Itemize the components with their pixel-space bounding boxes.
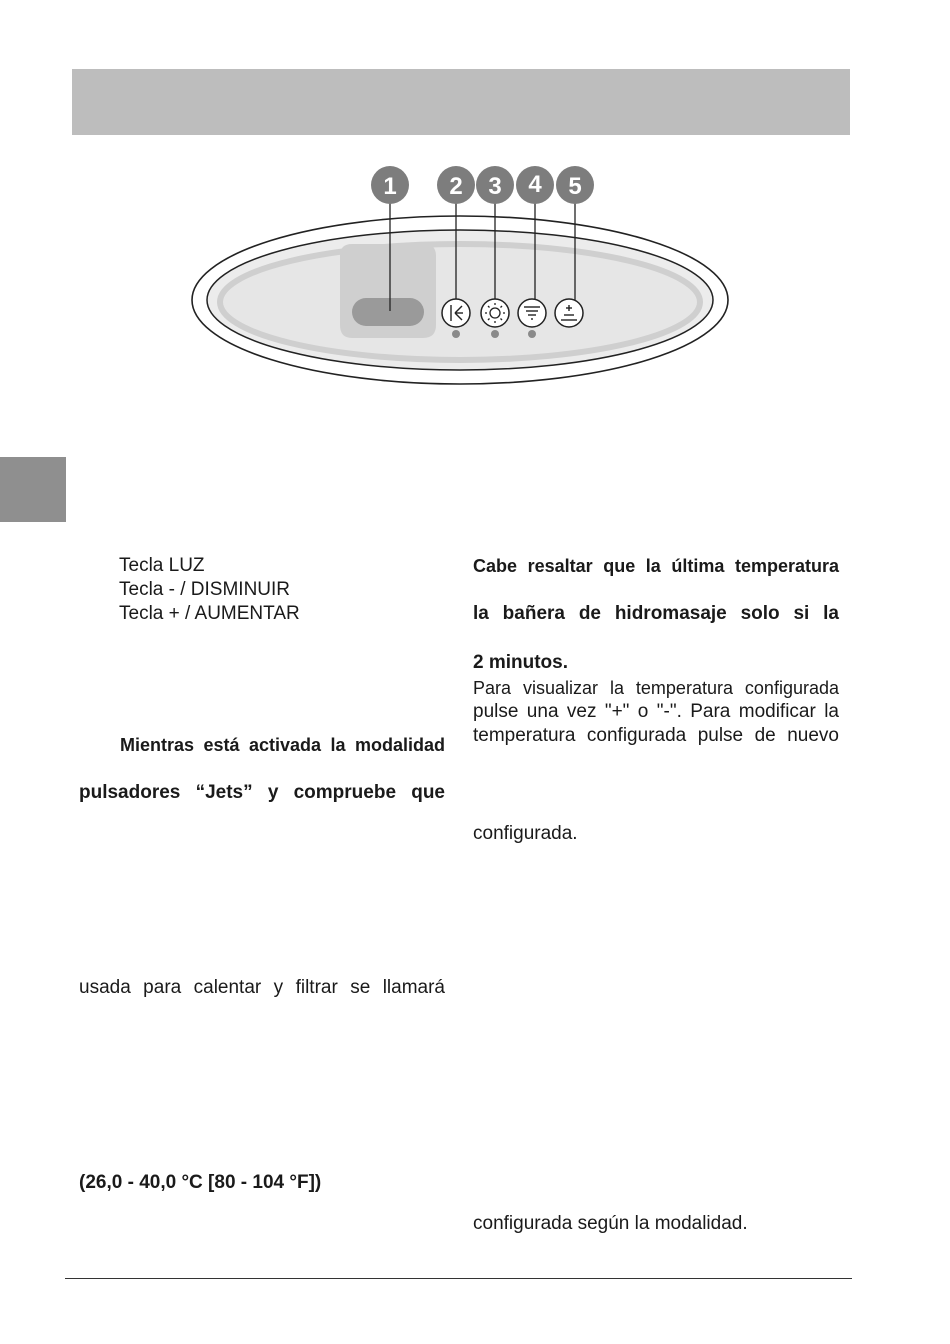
indicator-led: [528, 330, 536, 338]
callout-2: 2: [449, 173, 463, 200]
control-panel-diagram: [0, 150, 950, 400]
right-line-3: 2 minutos.: [473, 652, 569, 673]
right-line-4: Para visualizar la temperatura configurada: [473, 678, 839, 698]
footer-rule: [65, 1278, 852, 1279]
left-para-3: usada para calentar y filtrar se llamará: [79, 977, 445, 998]
key-light-label: Tecla LUZ: [119, 555, 205, 576]
callout-5: 5: [568, 173, 582, 200]
right-line-6: temperatura configurada pulse de nuevo: [473, 725, 839, 746]
right-line-2: la bañera de hidromasaje solo si la: [473, 603, 839, 624]
indicator-led: [452, 330, 460, 338]
right-line-5: pulse una vez "+" o "-". Para modificar la: [473, 701, 839, 722]
right-line-8: configurada según la modalidad.: [473, 1213, 748, 1234]
right-line-1: Cabe resaltar que la última temperatura: [473, 556, 839, 576]
side-tab: [0, 457, 66, 522]
minus-button[interactable]: [518, 299, 546, 327]
right-line-7: configurada.: [473, 823, 578, 844]
temperature-range: (26,0 - 40,0 °C [80 - 104 °F]): [79, 1172, 322, 1193]
key-decrease-label: Tecla - / DISMINUIR: [119, 579, 291, 600]
key-increase-label: Tecla + / AUMENTAR: [119, 603, 300, 624]
left-para-1: Mientras está activada la modalidad: [120, 735, 445, 755]
left-para-2: pulsadores “Jets” y compruebe que: [79, 782, 445, 803]
plus-button[interactable]: [555, 299, 583, 327]
callout-4: 4: [528, 171, 542, 198]
callout-1: 1: [383, 173, 397, 200]
display-screen: [352, 298, 424, 326]
header-bar: [72, 69, 850, 135]
callout-3: 3: [488, 173, 502, 200]
indicator-led: [491, 330, 499, 338]
